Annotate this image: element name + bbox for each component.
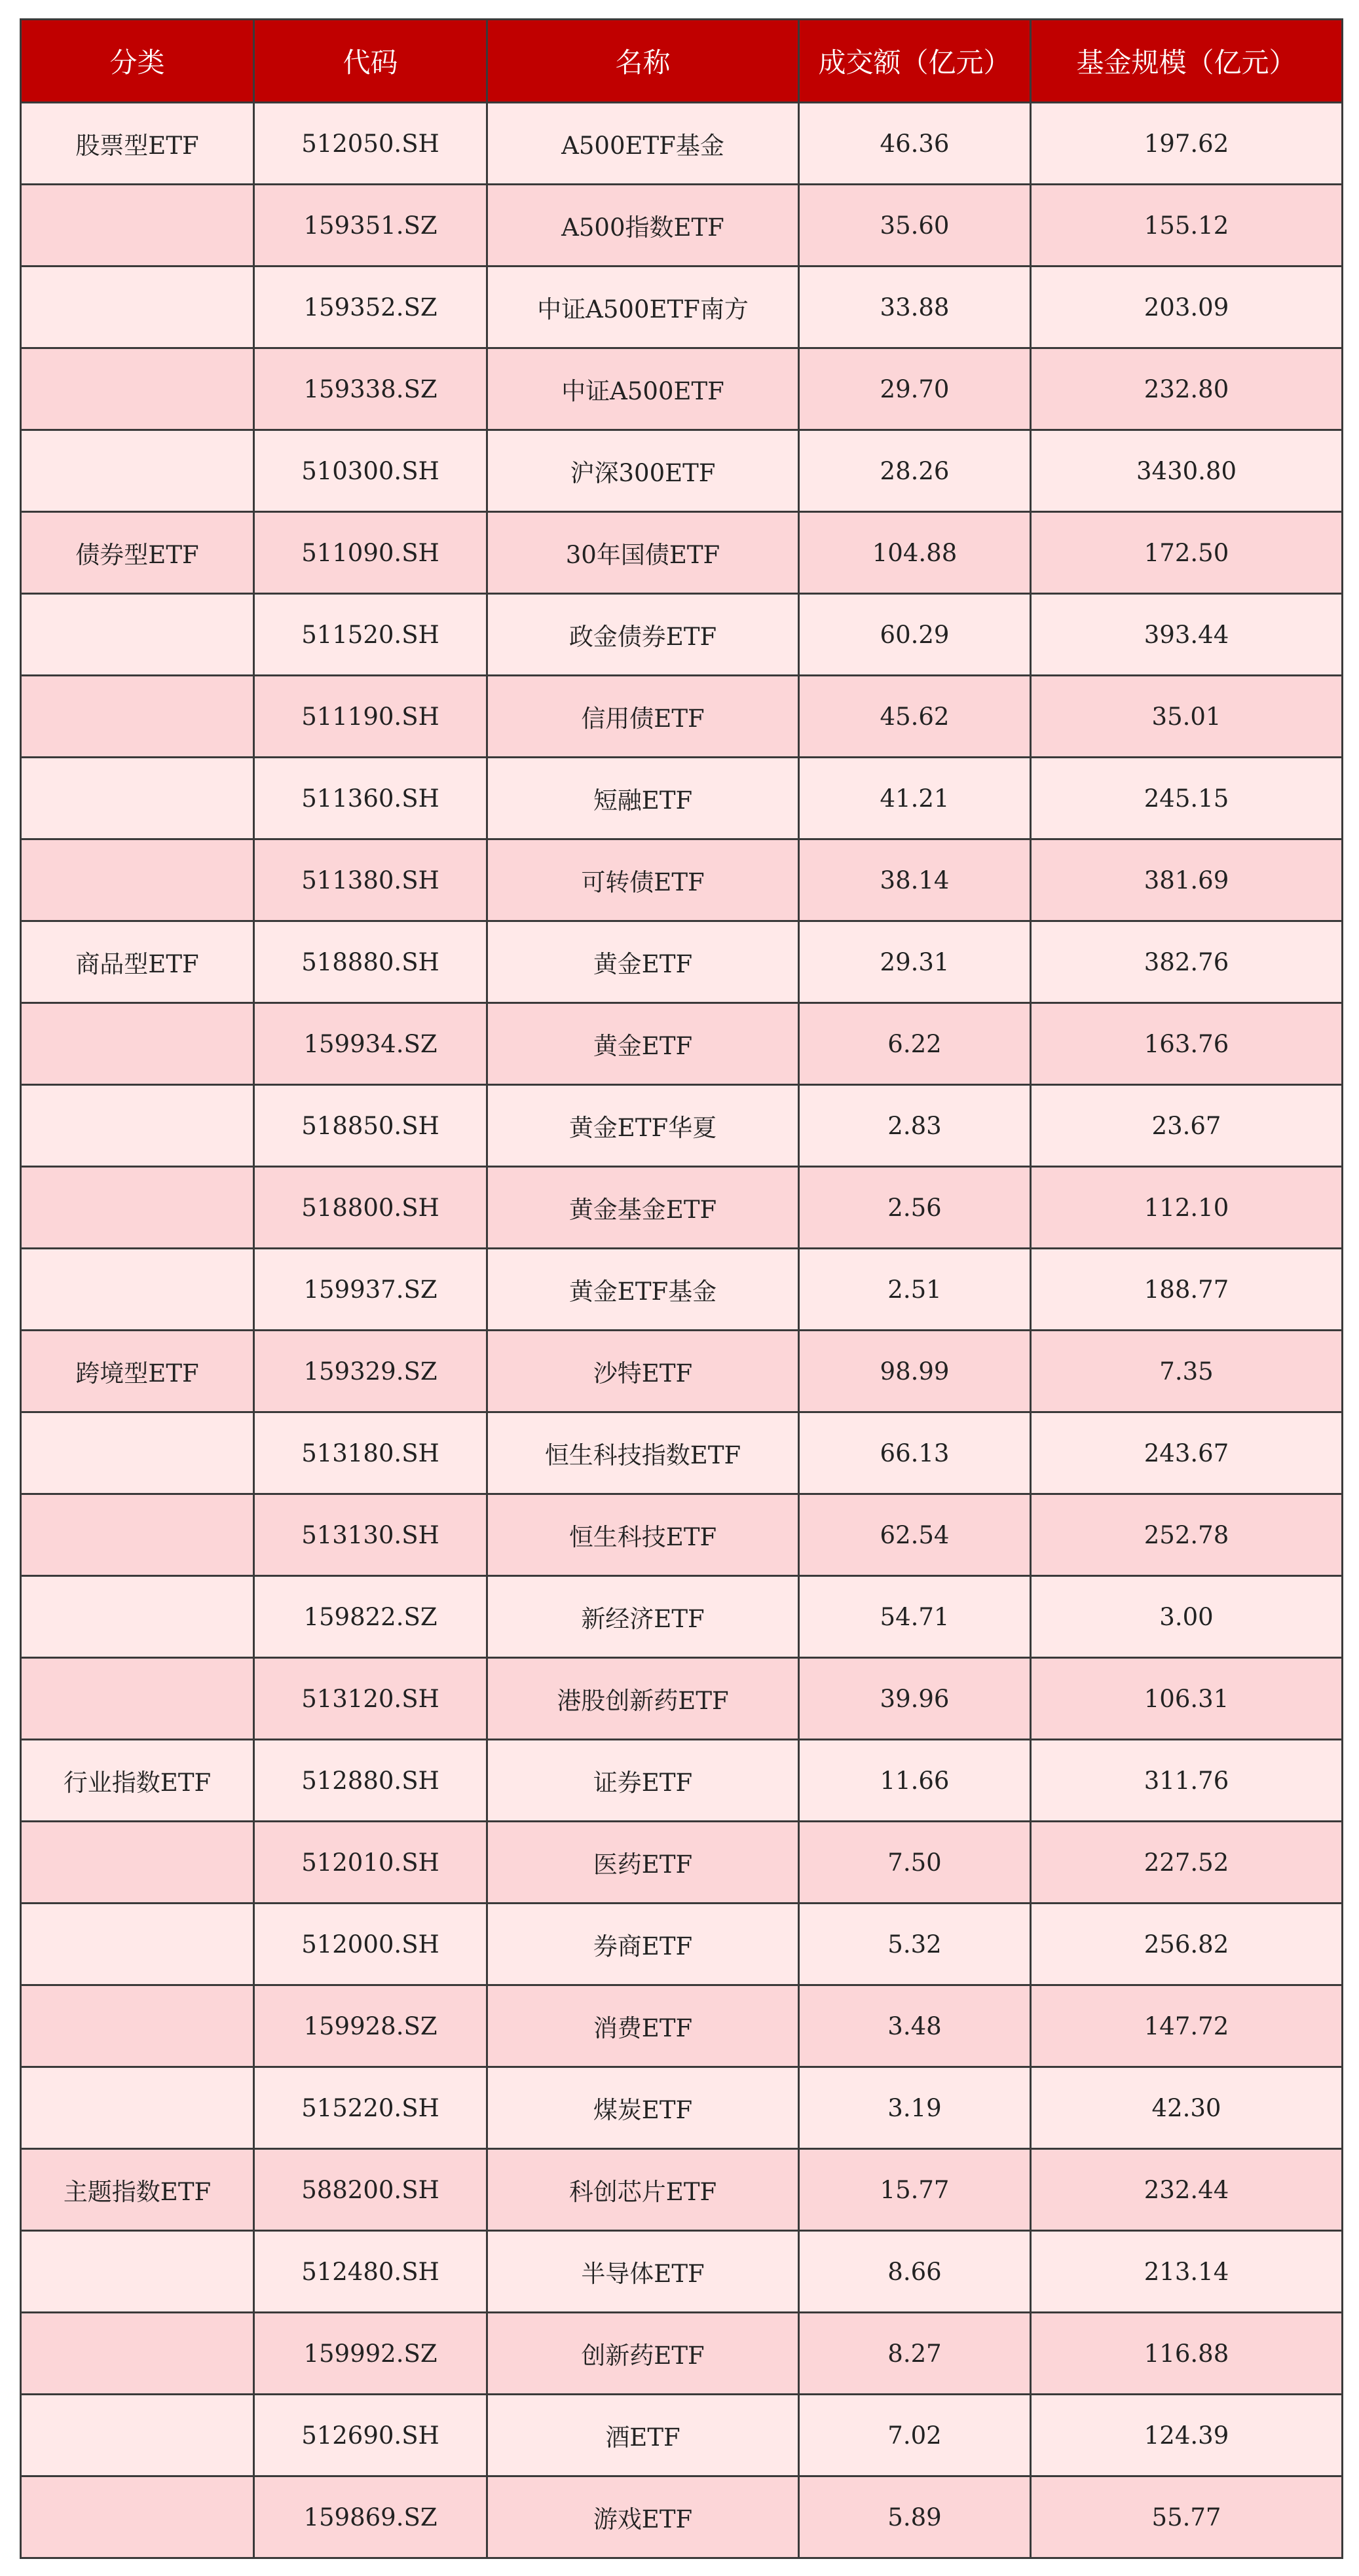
cell-turnover: 7.02 — [799, 2395, 1031, 2476]
cell-code: 518850.SH — [254, 1085, 487, 1167]
cell-turnover: 2.56 — [799, 1167, 1031, 1249]
table-row — [21, 1412, 1343, 1494]
cell-code: 588200.SH — [254, 2149, 487, 2231]
cell-category — [21, 1658, 254, 1740]
table-row — [21, 1494, 1343, 1576]
cell-fund-size: 393.44 — [1031, 594, 1343, 676]
table-row — [21, 2395, 1343, 2476]
cell-code: 518880.SH — [254, 921, 487, 1003]
cell-category: 股票型ETF — [21, 103, 254, 185]
table-row — [21, 758, 1343, 839]
cell-turnover: 28.26 — [799, 430, 1031, 512]
table-row — [21, 430, 1343, 512]
cell-fund-size: 7.35 — [1031, 1331, 1343, 1412]
table-row — [21, 2313, 1343, 2395]
cell-name: 医药ETF — [487, 1822, 799, 1904]
cell-turnover: 6.22 — [799, 1003, 1031, 1085]
table-header — [21, 20, 1343, 103]
cell-fund-size: 243.67 — [1031, 1412, 1343, 1494]
cell-code: 518800.SH — [254, 1167, 487, 1249]
cell-fund-size: 147.72 — [1031, 1985, 1343, 2067]
cell-turnover: 62.54 — [799, 1494, 1031, 1576]
cell-name: 黄金ETF华夏 — [487, 1085, 799, 1167]
cell-name: 恒生科技指数ETF — [487, 1412, 799, 1494]
table-row — [21, 103, 1343, 185]
cell-code: 511190.SH — [254, 676, 487, 758]
cell-name: 创新药ETF — [487, 2313, 799, 2395]
table-row — [21, 1249, 1343, 1331]
table-row — [21, 676, 1343, 758]
cell-category — [21, 1576, 254, 1658]
cell-category: 商品型ETF — [21, 921, 254, 1003]
cell-code: 159352.SZ — [254, 267, 487, 348]
cell-fund-size: 232.44 — [1031, 2149, 1343, 2231]
table-row — [21, 2231, 1343, 2313]
table-row — [21, 839, 1343, 921]
cell-category — [21, 1822, 254, 1904]
table-row — [21, 1085, 1343, 1167]
cell-category — [21, 2067, 254, 2149]
cell-fund-size: 172.50 — [1031, 512, 1343, 594]
cell-name: A500ETF基金 — [487, 103, 799, 185]
cell-name: 可转债ETF — [487, 839, 799, 921]
cell-turnover: 46.36 — [799, 103, 1031, 185]
etf-table — [20, 18, 1343, 2559]
table-row — [21, 2067, 1343, 2149]
cell-category — [21, 430, 254, 512]
cell-turnover: 98.99 — [799, 1331, 1031, 1412]
cell-fund-size: 116.88 — [1031, 2313, 1343, 2395]
table-row — [21, 1331, 1343, 1412]
cell-fund-size: 155.12 — [1031, 185, 1343, 267]
cell-turnover: 66.13 — [799, 1412, 1031, 1494]
cell-name: 恒生科技ETF — [487, 1494, 799, 1576]
table-row — [21, 1740, 1343, 1822]
table-row — [21, 267, 1343, 348]
cell-fund-size: 112.10 — [1031, 1167, 1343, 1249]
cell-name: 政金债券ETF — [487, 594, 799, 676]
table-row — [21, 512, 1343, 594]
cell-category — [21, 839, 254, 921]
cell-category — [21, 2231, 254, 2313]
table-row — [21, 1003, 1343, 1085]
cell-fund-size: 3430.80 — [1031, 430, 1343, 512]
cell-category: 债券型ETF — [21, 512, 254, 594]
cell-category — [21, 185, 254, 267]
table-row — [21, 185, 1343, 267]
cell-code: 511380.SH — [254, 839, 487, 921]
cell-name: 中证A500ETF — [487, 348, 799, 430]
table-row — [21, 1576, 1343, 1658]
cell-name: 半导体ETF — [487, 2231, 799, 2313]
cell-name: 煤炭ETF — [487, 2067, 799, 2149]
cell-turnover: 8.66 — [799, 2231, 1031, 2313]
cell-turnover: 39.96 — [799, 1658, 1031, 1740]
cell-fund-size: 163.76 — [1031, 1003, 1343, 1085]
cell-fund-size: 252.78 — [1031, 1494, 1343, 1576]
cell-code: 159869.SZ — [254, 2476, 487, 2558]
cell-fund-size: 23.67 — [1031, 1085, 1343, 1167]
cell-turnover: 29.70 — [799, 348, 1031, 430]
cell-turnover: 38.14 — [799, 839, 1031, 921]
cell-name: 短融ETF — [487, 758, 799, 839]
cell-code: 513120.SH — [254, 1658, 487, 1740]
cell-fund-size: 124.39 — [1031, 2395, 1343, 2476]
table-row — [21, 2476, 1343, 2558]
cell-fund-size: 3.00 — [1031, 1576, 1343, 1658]
cell-turnover: 41.21 — [799, 758, 1031, 839]
cell-category — [21, 1085, 254, 1167]
cell-name: 证券ETF — [487, 1740, 799, 1822]
cell-name: 酒ETF — [487, 2395, 799, 2476]
cell-code: 513180.SH — [254, 1412, 487, 1494]
cell-fund-size: 382.76 — [1031, 921, 1343, 1003]
cell-category: 行业指数ETF — [21, 1740, 254, 1822]
cell-fund-size: 203.09 — [1031, 267, 1343, 348]
cell-name: 30年国债ETF — [487, 512, 799, 594]
cell-name: 券商ETF — [487, 1904, 799, 1985]
cell-code: 159351.SZ — [254, 185, 487, 267]
cell-turnover: 3.48 — [799, 1985, 1031, 2067]
table-row — [21, 1822, 1343, 1904]
cell-name: 沪深300ETF — [487, 430, 799, 512]
cell-category — [21, 1167, 254, 1249]
cell-fund-size: 106.31 — [1031, 1658, 1343, 1740]
cell-turnover: 15.77 — [799, 2149, 1031, 2231]
cell-category — [21, 1494, 254, 1576]
cell-category — [21, 758, 254, 839]
cell-fund-size: 35.01 — [1031, 676, 1343, 758]
cell-fund-size: 227.52 — [1031, 1822, 1343, 1904]
cell-category — [21, 1904, 254, 1985]
cell-fund-size: 245.15 — [1031, 758, 1343, 839]
header-name: 名称 — [487, 20, 799, 103]
header-row — [21, 20, 1343, 103]
cell-name: 黄金ETF — [487, 1003, 799, 1085]
cell-turnover: 2.83 — [799, 1085, 1031, 1167]
cell-category — [21, 594, 254, 676]
cell-code: 159992.SZ — [254, 2313, 487, 2395]
cell-name: 消费ETF — [487, 1985, 799, 2067]
cell-code: 159928.SZ — [254, 1985, 487, 2067]
cell-turnover: 11.66 — [799, 1740, 1031, 1822]
cell-code: 159329.SZ — [254, 1331, 487, 1412]
cell-code: 512480.SH — [254, 2231, 487, 2313]
cell-code: 511360.SH — [254, 758, 487, 839]
table-row — [21, 1904, 1343, 1985]
cell-category — [21, 1412, 254, 1494]
header-turnover: 成交额（亿元） — [799, 20, 1031, 103]
cell-category — [21, 1003, 254, 1085]
header-code: 代码 — [254, 20, 487, 103]
cell-name: 港股创新药ETF — [487, 1658, 799, 1740]
cell-category — [21, 267, 254, 348]
cell-turnover: 33.88 — [799, 267, 1031, 348]
header-category: 分类 — [21, 20, 254, 103]
table-row — [21, 2149, 1343, 2231]
cell-name: 新经济ETF — [487, 1576, 799, 1658]
cell-code: 159937.SZ — [254, 1249, 487, 1331]
cell-turnover: 29.31 — [799, 921, 1031, 1003]
cell-code: 511520.SH — [254, 594, 487, 676]
cell-name: 科创芯片ETF — [487, 2149, 799, 2231]
cell-code: 159934.SZ — [254, 1003, 487, 1085]
cell-name: 游戏ETF — [487, 2476, 799, 2558]
table-row — [21, 921, 1343, 1003]
cell-code: 515220.SH — [254, 2067, 487, 2149]
cell-category: 跨境型ETF — [21, 1331, 254, 1412]
cell-category — [21, 1985, 254, 2067]
cell-fund-size: 381.69 — [1031, 839, 1343, 921]
cell-code: 512690.SH — [254, 2395, 487, 2476]
table-row — [21, 594, 1343, 676]
cell-fund-size: 311.76 — [1031, 1740, 1343, 1822]
cell-name: A500指数ETF — [487, 185, 799, 267]
cell-fund-size: 42.30 — [1031, 2067, 1343, 2149]
cell-code: 511090.SH — [254, 512, 487, 594]
cell-turnover: 7.50 — [799, 1822, 1031, 1904]
cell-code: 512000.SH — [254, 1904, 487, 1985]
table-row — [21, 1985, 1343, 2067]
table-row — [21, 1167, 1343, 1249]
cell-name: 沙特ETF — [487, 1331, 799, 1412]
cell-name: 黄金基金ETF — [487, 1167, 799, 1249]
cell-turnover: 2.51 — [799, 1249, 1031, 1331]
cell-code: 513130.SH — [254, 1494, 487, 1576]
cell-code: 512010.SH — [254, 1822, 487, 1904]
cell-turnover: 104.88 — [799, 512, 1031, 594]
cell-code: 159822.SZ — [254, 1576, 487, 1658]
cell-code: 159338.SZ — [254, 348, 487, 430]
cell-fund-size: 188.77 — [1031, 1249, 1343, 1331]
cell-turnover: 60.29 — [799, 594, 1031, 676]
cell-category — [21, 2476, 254, 2558]
cell-turnover: 5.32 — [799, 1904, 1031, 1985]
cell-fund-size: 213.14 — [1031, 2231, 1343, 2313]
cell-name: 中证A500ETF南方 — [487, 267, 799, 348]
cell-name: 黄金ETF — [487, 921, 799, 1003]
cell-fund-size: 232.80 — [1031, 348, 1343, 430]
cell-category — [21, 1249, 254, 1331]
cell-code: 510300.SH — [254, 430, 487, 512]
table-body — [21, 103, 1343, 2558]
cell-turnover: 45.62 — [799, 676, 1031, 758]
header-fund-size: 基金规模（亿元） — [1031, 20, 1343, 103]
cell-turnover: 5.89 — [799, 2476, 1031, 2558]
cell-turnover: 54.71 — [799, 1576, 1031, 1658]
table-row — [21, 1658, 1343, 1740]
etf-table-container — [20, 18, 1341, 2559]
table-row — [21, 348, 1343, 430]
cell-turnover: 3.19 — [799, 2067, 1031, 2149]
cell-category — [21, 676, 254, 758]
cell-category — [21, 348, 254, 430]
cell-name: 黄金ETF基金 — [487, 1249, 799, 1331]
cell-category: 主题指数ETF — [21, 2149, 254, 2231]
cell-fund-size: 55.77 — [1031, 2476, 1343, 2558]
cell-fund-size: 197.62 — [1031, 103, 1343, 185]
cell-name: 信用债ETF — [487, 676, 799, 758]
cell-turnover: 8.27 — [799, 2313, 1031, 2395]
cell-fund-size: 256.82 — [1031, 1904, 1343, 1985]
cell-category — [21, 2395, 254, 2476]
cell-code: 512050.SH — [254, 103, 487, 185]
cell-turnover: 35.60 — [799, 185, 1031, 267]
cell-code: 512880.SH — [254, 1740, 487, 1822]
cell-category — [21, 2313, 254, 2395]
